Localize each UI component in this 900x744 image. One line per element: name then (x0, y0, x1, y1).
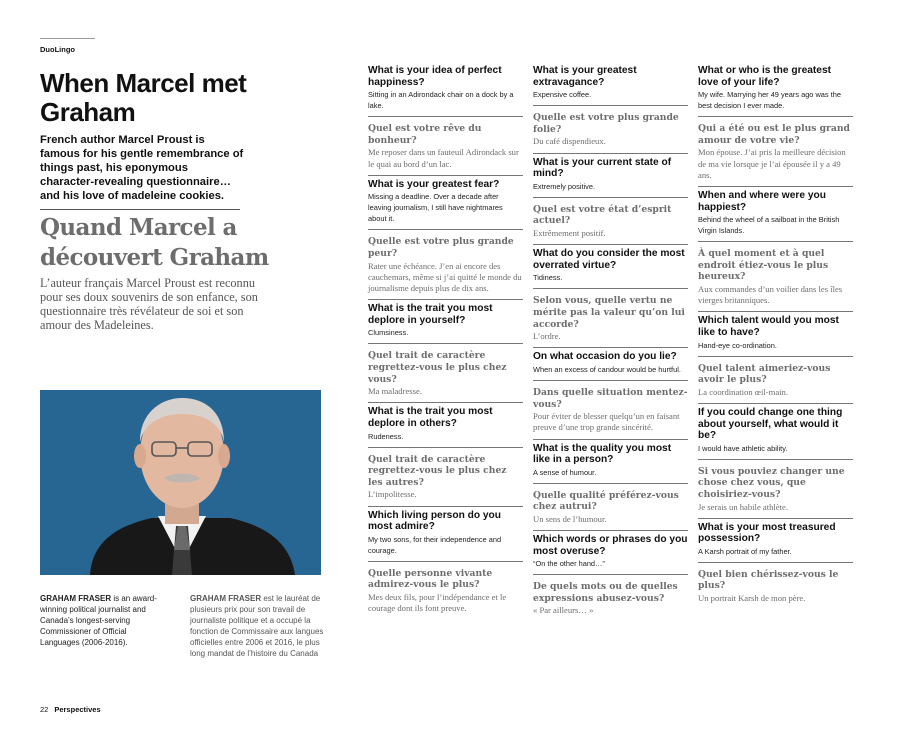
page-title-english: When Marcel met Graham (40, 68, 247, 127)
answer-text-english: When an excess of candour would be hurtful. (533, 364, 681, 374)
question-english (533, 440, 688, 484)
intro-english: French author Marcel Proust is famous for his gentle remembrance of things past, his eponymous character-revealing questionnaire… and his love of madeleine cookies. (40, 134, 244, 202)
section-name: Perspectives (54, 705, 101, 714)
caption-french (190, 593, 328, 659)
header-rule (40, 38, 95, 39)
question-french (698, 563, 853, 609)
answer-text-french: Je serais un habile athlète. (698, 501, 788, 512)
caption-english-name: GRAHAM FRASER (40, 594, 112, 603)
question-english (533, 245, 688, 289)
question-text-english: What is your greatest extravagance? (533, 65, 637, 88)
answer-text-french: Rater une échéance. J’en ai encore des cauchemars, même si j’ai quitté le monde du journalisme depuis plus de dix ans. (368, 260, 522, 293)
answer-text-english: Rudeness. (368, 431, 404, 441)
answer-text-english: Sitting in an Adirondack chair on a dock by a lake. (368, 90, 514, 111)
question-text-english: What is the quality you most like in a person? (533, 442, 672, 466)
question-text-english: Which talent would you most like to have? (698, 315, 839, 338)
question-text-english: If you could change one thing about yourself, what would it be? (698, 406, 843, 442)
question-english (533, 348, 688, 381)
question-french (533, 575, 688, 621)
question-english (698, 62, 853, 117)
question-french (368, 230, 523, 300)
question-french (533, 106, 688, 153)
question-english (698, 187, 853, 242)
answer-text-english: Extremely positive. (533, 181, 596, 191)
answer-text-french: L’ordre. (533, 331, 561, 342)
answer-text-english: My two sons, for their independence and courage. (368, 534, 502, 555)
question-french (533, 289, 688, 348)
question-text-english: When and where were you happiest? (698, 189, 826, 213)
answer-text-french: Un portrait Karsh de mon père. (698, 593, 806, 604)
question-english (533, 154, 688, 198)
question-text-french: Quelle est votre plus grande peur? (368, 236, 514, 259)
question-text-english: What is the trait you most deplore in others? (368, 406, 493, 429)
answer-text-french: Aux commandes d’un voilier dans les îles vierges britanniques. (698, 283, 843, 306)
question-english (368, 62, 523, 117)
answer-text-english: Clumsiness. (368, 328, 409, 338)
question-text-english: What is your most treasured possession? (698, 521, 836, 545)
answer-text-french: « Par ailleurs… » (533, 605, 594, 616)
question-english (368, 403, 523, 447)
questionnaire-column-2 (533, 62, 688, 622)
answer-text-french: Du café dispendieux. (533, 136, 606, 147)
question-text-french: Selon vous, quelle vertu ne mérite pas la valeur qu’on lui accorde? (533, 295, 685, 330)
question-french (368, 117, 523, 176)
question-french (698, 242, 853, 312)
question-french (368, 562, 523, 620)
question-french (368, 344, 523, 403)
question-text-english: What is your idea of perfect happiness? (368, 65, 502, 88)
answer-text-english: Tidiness. (533, 273, 563, 283)
answer-text-english: Missing a deadline. Over a decade after leaving journalism, I still have nightmares about it. (368, 192, 503, 224)
question-text-english: Which living person do you most admire? (368, 509, 502, 533)
page-footer (40, 705, 101, 714)
title-divider (40, 209, 240, 210)
answer-text-french: Extrêmement positif. (533, 227, 606, 238)
answer-text-english: My wife. Marrying her 49 years ago was the best decision I ever made. (698, 90, 841, 111)
question-french (698, 460, 853, 519)
question-french (368, 448, 523, 507)
question-text-french: Quel trait de caractère regrettez-vous le plus chez vous? (368, 350, 507, 385)
answer-text-french: Me reposer dans un fauteuil Adirondack sur le quai au bord d’un lac. (368, 147, 519, 169)
question-english (368, 300, 523, 344)
question-french (533, 484, 688, 531)
question-text-french: Quel talent aimeriez-vous avoir le plus? (698, 362, 831, 386)
question-text-french: Quel est votre état d’esprit actuel? (533, 203, 672, 227)
question-english (533, 531, 688, 575)
question-text-english: On what occasion do you lie? (533, 351, 677, 363)
answer-text-english: A sense of humour. (533, 467, 597, 477)
question-text-french: Dans quelle situation mentez-vous? (533, 386, 688, 410)
question-text-french: Quelle qualité préférez-vous chez autrui? (533, 489, 679, 513)
answer-text-english: A Karsh portrait of my father. (698, 546, 792, 556)
question-text-english: What do you consider the most overrated virtue? (533, 248, 685, 271)
intro-french: L’auteur français Marcel Proust est reconnu pour ses doux souvenirs de son enfance, son questionnaire très révélateur de soi et son amour des Madeleines. (40, 276, 258, 332)
question-text-french: Qui a été ou est le plus grand amour de votre vie? (698, 123, 850, 146)
answer-text-french: La coordination œil-main. (698, 386, 788, 397)
question-text-french: Quelle personne vivante admirez-vous le plus? (368, 567, 493, 591)
question-text-french: Quel est votre rêve du bonheur? (368, 123, 482, 146)
answer-text-french: Ma maladresse. (368, 386, 422, 397)
questionnaire-column-3 (698, 62, 853, 609)
question-text-english: What is the trait you most deplore in yourself? (368, 303, 493, 326)
question-text-english: Which words or phrases do you most overuse? (533, 534, 688, 557)
question-text-english: What is your current state of mind? (533, 156, 672, 180)
question-english (698, 404, 853, 460)
question-french (698, 357, 853, 404)
question-english (698, 312, 853, 356)
question-french (533, 381, 688, 440)
question-english (698, 519, 853, 563)
answer-text-english: Behind the wheel of a sailboat in the British Virgin Islands. (698, 215, 840, 236)
question-text-french: Quel bien chérissez-vous le plus? (698, 568, 839, 592)
portrait-photo (40, 390, 321, 575)
questionnaire-column-1 (368, 62, 523, 619)
question-english (368, 176, 523, 231)
answer-text-french: Un sens de l’humour. (533, 513, 607, 524)
page-title-french: Quand Marcel a découvert Graham (40, 214, 269, 271)
caption-french-name: GRAHAM FRASER (190, 594, 262, 603)
answer-text-french: Pour éviter de blesser quelqu’un en faisant preuve d’une trop grande sincérité. (533, 411, 680, 433)
answer-text-english: Expensive coffee. (533, 90, 592, 100)
answer-text-english: I would have athletic ability. (698, 443, 788, 453)
question-text-english: What or who is the greatest love of your life? (698, 65, 832, 88)
answer-text-french: L’impolitesse. (368, 489, 417, 500)
answer-text-french: Mes deux fils, pour l’indépendance et le courage dont ils font preuve. (368, 591, 507, 614)
answer-text-english: Hand-eye co-ordination. (698, 340, 777, 350)
question-text-french: Quel trait de caractère regrettez-vous le plus chez les autres? (368, 453, 507, 488)
question-english (533, 62, 688, 106)
question-text-english: What is your greatest fear? (368, 178, 500, 190)
question-french (533, 198, 688, 245)
question-text-french: À quel moment et à quel endroit étiez-vous le plus heureux? (698, 248, 829, 283)
question-french (698, 117, 853, 187)
question-text-french: De quels mots ou de quelles expressions abusez-vous? (533, 581, 678, 604)
brand-label: DuoLingo (40, 45, 75, 54)
caption-french-text: est le lauréat de plusieurs prix pour son travail de journaliste politique et a occupé la fonction de Commissaire aux langues officielles entre 2006 et 2016, le plus long mandat de l’histoire du Canada (190, 594, 324, 658)
answer-text-french: Mon épouse. J’ai pris la meilleure décision de ma vie lorsque je l’ai épousée il y a 49 ans. (698, 147, 846, 180)
question-english (368, 507, 523, 562)
answer-text-english: “On the other hand…” (533, 559, 605, 569)
caption-english-text: is an award-winning political journalist and Canada’s longest-serving Commissioner of Official Languages (2006-2016). (40, 594, 157, 647)
question-text-french: Quelle est votre plus grande folie? (533, 112, 679, 135)
page-number: 22 (40, 705, 49, 714)
caption-english (40, 593, 168, 648)
question-text-french: Si vous pouviez changer une chose chez vous, que choisiriez-vous? (698, 465, 845, 500)
